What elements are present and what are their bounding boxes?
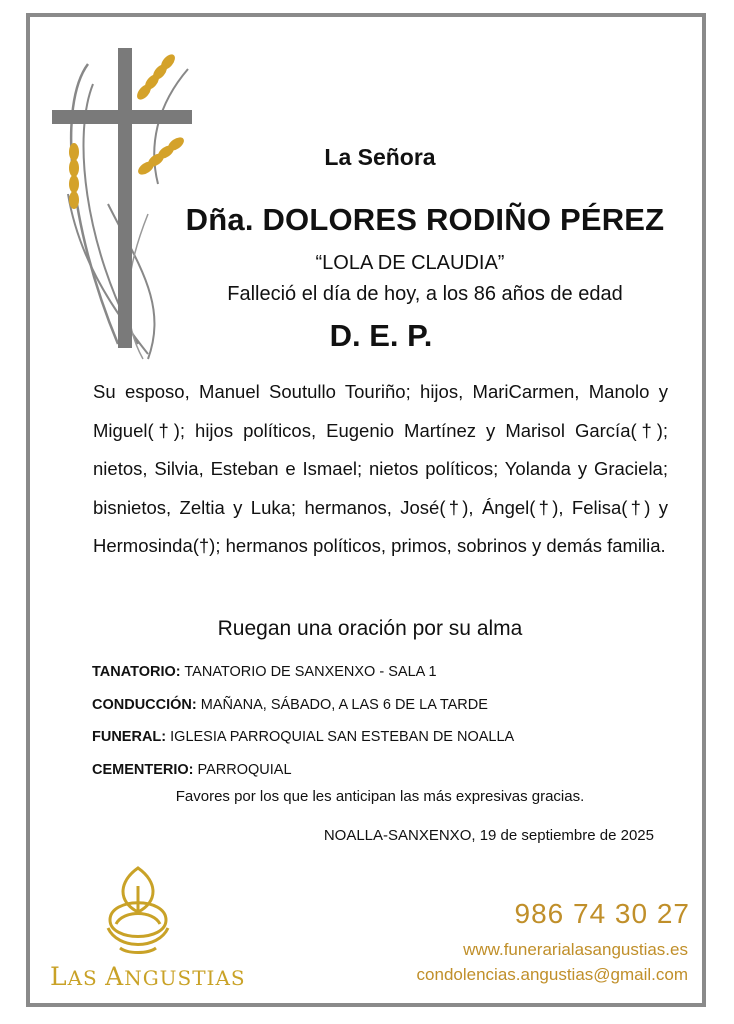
thanks-line: Favores por los que les anticipan las más expresivas gracias. xyxy=(175,788,585,805)
detail-label: CEMENTERIO: xyxy=(92,761,194,778)
angustias-logo-icon xyxy=(48,862,188,962)
detail-value: IGLESIA PARROQUIAL SAN ESTEBAN DE NOALLA xyxy=(170,729,515,745)
prayer-request: Ruegan una oración por su alma xyxy=(217,617,523,640)
detail-value: MAÑANA, SÁBADO, A LAS 6 DE LA TARDE xyxy=(200,696,488,713)
death-statement: Falleció el día de hoy, a los 86 años de edad xyxy=(227,283,623,305)
detail-label: FUNERAL: xyxy=(92,729,167,745)
deceased-name: Dña. DOLORES RODIÑO PÉREZ xyxy=(185,202,665,237)
detail-tanatorio xyxy=(92,661,692,694)
service-details xyxy=(92,661,692,791)
family-paragraph: Su esposo, Manuel Soutullo Touriño; hijos, MariCarmen, Manolo y Miguel(†); hijos políticos, Eugenio Martínez y Marisol García(†); nietos, Silvia, Esteban e Ismael; nietos políticos; Yolanda y Graciela; bisnietos, Zeltia y Luka; hermanos, José(†), Ángel(†), Felisa(†) y Hermosinda(†); hermanos políticos, primos, sobrinos y demás familia. xyxy=(93,381,668,556)
detail-label: CONDUCCIÓN: xyxy=(92,696,197,713)
place-date: NOALLA-SANXENXO, 19 de septiembre de 2025 xyxy=(323,827,654,844)
deceased-nickname: “LOLA DE CLAUDIA” xyxy=(315,252,505,274)
detail-funeral xyxy=(92,726,692,759)
brand-word-2: NGUSTIAS xyxy=(124,966,246,990)
brand-initial-a: A xyxy=(105,962,125,991)
phone-number[interactable]: 986 74 30 27 xyxy=(514,898,690,929)
brand-initial-l: L xyxy=(50,962,68,991)
detail-value: PARROQUIAL xyxy=(197,761,292,778)
detail-conduccion xyxy=(92,694,692,727)
email-link[interactable]: condolencias.angustias@gmail.com xyxy=(416,965,688,984)
brand-word-1: AS xyxy=(67,966,106,990)
website-link[interactable]: www.funerarialasangustias.es xyxy=(463,940,688,959)
intro-title: La Señora xyxy=(324,144,436,170)
detail-cementerio xyxy=(92,759,692,792)
brand-name xyxy=(50,962,246,991)
detail-label: TANATORIO: xyxy=(92,664,181,680)
detail-value: TANATORIO DE SANXENXO - SALA 1 xyxy=(184,664,437,680)
dep-text: D. E. P. xyxy=(329,318,433,353)
